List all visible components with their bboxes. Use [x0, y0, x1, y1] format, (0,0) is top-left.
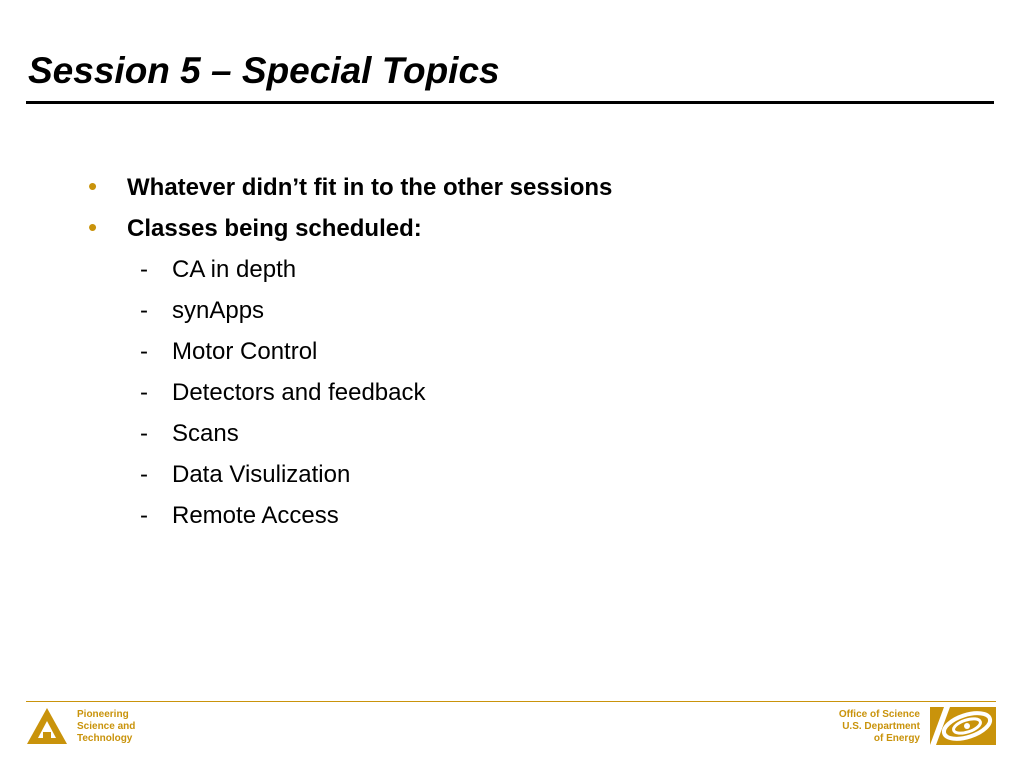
- footer-agency-line: U.S. Department: [842, 721, 920, 732]
- footer-tagline-line: Pioneering: [77, 709, 129, 720]
- sub-list-text: Remote Access: [172, 502, 339, 529]
- footer-tagline-line: Science and: [77, 721, 136, 732]
- argonne-triangle-logo-icon: [26, 707, 68, 745]
- doe-office-of-science-logo-icon: [930, 707, 996, 745]
- footer-agency-line: Office of Science: [838, 709, 920, 720]
- footer-agency: [839, 709, 920, 745]
- bullet-text: Whatever didn’t fit in to the other sessions: [127, 174, 613, 201]
- sub-list-marker: -: [140, 502, 148, 529]
- sub-list-marker: -: [140, 256, 148, 283]
- footer-tagline-line: Technology: [77, 733, 133, 744]
- bullet-text: Classes being scheduled:: [127, 215, 422, 242]
- sub-list-text: Scans: [172, 420, 239, 447]
- sub-list-text: CA in depth: [172, 256, 297, 283]
- bullet-marker: •: [88, 212, 98, 242]
- bullet-marker: •: [88, 171, 98, 201]
- sub-list-text: synApps: [172, 297, 265, 324]
- sub-list-marker: -: [140, 297, 148, 324]
- footer-divider: [26, 701, 996, 702]
- footer-agency-line: of Energy: [873, 733, 920, 744]
- sub-list-text: Detectors and feedback: [172, 379, 426, 406]
- sub-list-marker: -: [140, 461, 148, 488]
- sub-list-marker: -: [140, 420, 148, 447]
- sub-list-marker: -: [140, 379, 148, 406]
- sub-list-text: Motor Control: [172, 338, 318, 365]
- footer-tagline: [77, 709, 135, 745]
- slide-title: Session 5 – Special Topics: [28, 50, 500, 91]
- sub-list-marker: -: [140, 338, 148, 365]
- sub-list-text: Data Visulization: [172, 461, 351, 488]
